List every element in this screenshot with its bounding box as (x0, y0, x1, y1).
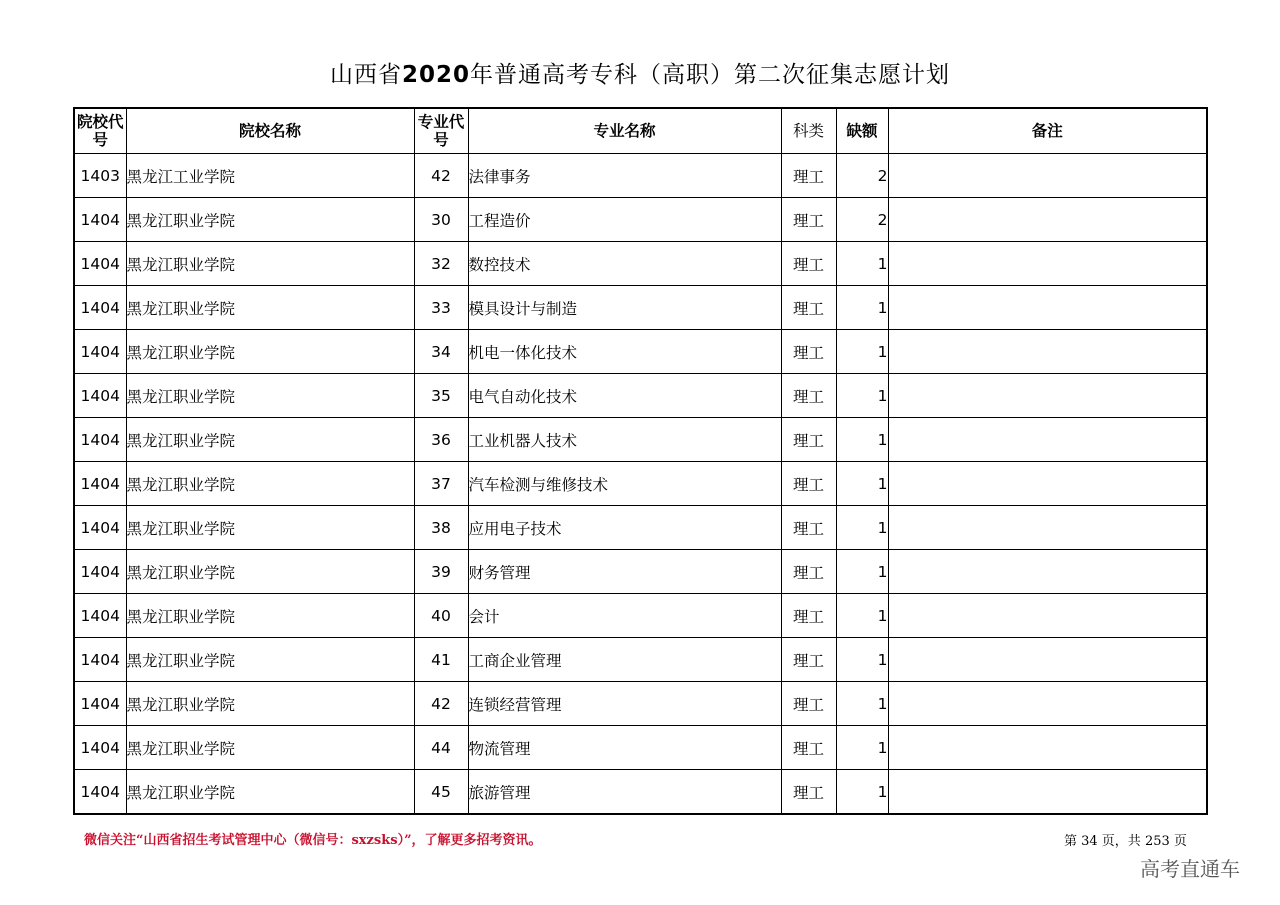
header-remarks: 备注 (888, 108, 1207, 154)
header-major-name: 专业名称 (468, 108, 781, 154)
cell-school-code: 1404 (74, 506, 126, 550)
table-row (74, 286, 1207, 330)
cell-remarks (888, 682, 1207, 726)
cell-remarks (888, 726, 1207, 770)
cell-remarks (888, 550, 1207, 594)
cell-major-code: 32 (414, 242, 468, 286)
cell-school-name: 黑龙江工业学院 (126, 154, 414, 198)
cell-category: 理工 (781, 330, 836, 374)
cell-major-name: 旅游管理 (468, 770, 781, 815)
cell-major-name: 连锁经营管理 (468, 682, 781, 726)
cell-major-name: 会计 (468, 594, 781, 638)
table-row (74, 682, 1207, 726)
table-row (74, 330, 1207, 374)
cell-remarks (888, 594, 1207, 638)
wechat-notice: 微信关注“山西省招生考试管理中心（微信号：sxzsks）”，了解更多招考资讯。 (84, 833, 542, 848)
table-header-row (74, 108, 1207, 154)
cell-remarks (888, 198, 1207, 242)
cell-school-name: 黑龙江职业学院 (126, 242, 414, 286)
cell-major-code: 39 (414, 550, 468, 594)
cell-category: 理工 (781, 550, 836, 594)
cell-major-name: 模具设计与制造 (468, 286, 781, 330)
cell-major-name: 工业机器人技术 (468, 418, 781, 462)
cell-school-code: 1404 (74, 770, 126, 815)
cell-remarks (888, 374, 1207, 418)
cell-major-code: 40 (414, 594, 468, 638)
table-row (74, 770, 1207, 815)
cell-category: 理工 (781, 682, 836, 726)
cell-vacancies: 2 (836, 198, 888, 242)
cell-major-name: 物流管理 (468, 726, 781, 770)
cell-category: 理工 (781, 418, 836, 462)
cell-major-name: 汽车检测与维修技术 (468, 462, 781, 506)
cell-major-code: 42 (414, 682, 468, 726)
cell-category: 理工 (781, 154, 836, 198)
cell-remarks (888, 770, 1207, 815)
cell-category: 理工 (781, 506, 836, 550)
cell-school-name: 黑龙江职业学院 (126, 374, 414, 418)
cell-remarks (888, 154, 1207, 198)
cell-school-name: 黑龙江职业学院 (126, 418, 414, 462)
cell-school-name: 黑龙江职业学院 (126, 286, 414, 330)
header-category: 科类 (781, 108, 836, 154)
cell-vacancies: 1 (836, 462, 888, 506)
cell-category: 理工 (781, 374, 836, 418)
cell-school-code: 1404 (74, 462, 126, 506)
cell-vacancies: 1 (836, 286, 888, 330)
page-number: 第 34 页，共 253 页 (1064, 834, 1187, 849)
header-school-name: 院校名称 (126, 108, 414, 154)
cell-remarks (888, 286, 1207, 330)
cell-major-name: 数控技术 (468, 242, 781, 286)
cell-major-code: 38 (414, 506, 468, 550)
header-major-code: 专业代号 (414, 108, 468, 154)
cell-school-name: 黑龙江职业学院 (126, 638, 414, 682)
title-year: 2020 (401, 62, 470, 88)
header-school-code: 院校代号 (74, 108, 126, 154)
cell-major-name: 工程造价 (468, 198, 781, 242)
table-row (74, 594, 1207, 638)
table-row (74, 154, 1207, 198)
cell-school-code: 1404 (74, 550, 126, 594)
cell-school-code: 1404 (74, 374, 126, 418)
cell-major-code: 37 (414, 462, 468, 506)
table-row (74, 198, 1207, 242)
cell-school-name: 黑龙江职业学院 (126, 330, 414, 374)
cell-remarks (888, 242, 1207, 286)
table-row (74, 726, 1207, 770)
cell-school-code: 1404 (74, 198, 126, 242)
cell-major-name: 财务管理 (468, 550, 781, 594)
cell-school-code: 1404 (74, 242, 126, 286)
cell-remarks (888, 330, 1207, 374)
cell-school-code: 1403 (74, 154, 126, 198)
cell-school-name: 黑龙江职业学院 (126, 462, 414, 506)
cell-school-name: 黑龙江职业学院 (126, 726, 414, 770)
page-title (0, 56, 1280, 89)
cell-vacancies: 1 (836, 638, 888, 682)
table-row (74, 242, 1207, 286)
title-suffix: 年普通高考专科（高职）第二次征集志愿计划 (470, 62, 950, 88)
cell-school-name: 黑龙江职业学院 (126, 550, 414, 594)
cell-vacancies: 1 (836, 770, 888, 815)
table-row (74, 550, 1207, 594)
cell-vacancies: 1 (836, 550, 888, 594)
cell-category: 理工 (781, 242, 836, 286)
cell-vacancies: 1 (836, 418, 888, 462)
cell-vacancies: 1 (836, 594, 888, 638)
cell-school-code: 1404 (74, 286, 126, 330)
cell-remarks (888, 462, 1207, 506)
cell-school-code: 1404 (74, 726, 126, 770)
cell-vacancies: 1 (836, 682, 888, 726)
title-prefix: 山西省 (329, 62, 402, 88)
cell-school-name: 黑龙江职业学院 (126, 594, 414, 638)
cell-school-code: 1404 (74, 330, 126, 374)
cell-category: 理工 (781, 462, 836, 506)
cell-vacancies: 2 (836, 154, 888, 198)
cell-major-code: 30 (414, 198, 468, 242)
cell-school-code: 1404 (74, 682, 126, 726)
cell-vacancies: 1 (836, 374, 888, 418)
cell-major-name: 应用电子技术 (468, 506, 781, 550)
cell-category: 理工 (781, 770, 836, 815)
cell-school-code: 1404 (74, 418, 126, 462)
cell-category: 理工 (781, 286, 836, 330)
cell-major-code: 36 (414, 418, 468, 462)
cell-major-code: 34 (414, 330, 468, 374)
cell-major-code: 33 (414, 286, 468, 330)
cell-major-name: 工商企业管理 (468, 638, 781, 682)
cell-major-code: 35 (414, 374, 468, 418)
cell-remarks (888, 506, 1207, 550)
cell-major-name: 机电一体化技术 (468, 330, 781, 374)
cell-vacancies: 1 (836, 506, 888, 550)
cell-school-name: 黑龙江职业学院 (126, 506, 414, 550)
watermark-text: 高考直通车 (1140, 857, 1240, 881)
cell-major-code: 45 (414, 770, 468, 815)
cell-school-name: 黑龙江职业学院 (126, 682, 414, 726)
cell-remarks (888, 638, 1207, 682)
cell-major-name: 电气自动化技术 (468, 374, 781, 418)
cell-vacancies: 1 (836, 242, 888, 286)
table-row (74, 374, 1207, 418)
table-row (74, 462, 1207, 506)
cell-vacancies: 1 (836, 726, 888, 770)
cell-school-name: 黑龙江职业学院 (126, 770, 414, 815)
table-row (74, 638, 1207, 682)
cell-category: 理工 (781, 726, 836, 770)
cell-category: 理工 (781, 198, 836, 242)
cell-school-code: 1404 (74, 638, 126, 682)
table-row (74, 418, 1207, 462)
cell-vacancies: 1 (836, 330, 888, 374)
cell-school-code: 1404 (74, 594, 126, 638)
cell-major-name: 法律事务 (468, 154, 781, 198)
cell-major-code: 44 (414, 726, 468, 770)
cell-category: 理工 (781, 594, 836, 638)
table-row (74, 506, 1207, 550)
cell-school-name: 黑龙江职业学院 (126, 198, 414, 242)
cell-remarks (888, 418, 1207, 462)
cell-category: 理工 (781, 638, 836, 682)
cell-major-code: 41 (414, 638, 468, 682)
enrollment-plan-table (73, 107, 1208, 815)
cell-major-code: 42 (414, 154, 468, 198)
header-vacancies: 缺额 (836, 108, 888, 154)
